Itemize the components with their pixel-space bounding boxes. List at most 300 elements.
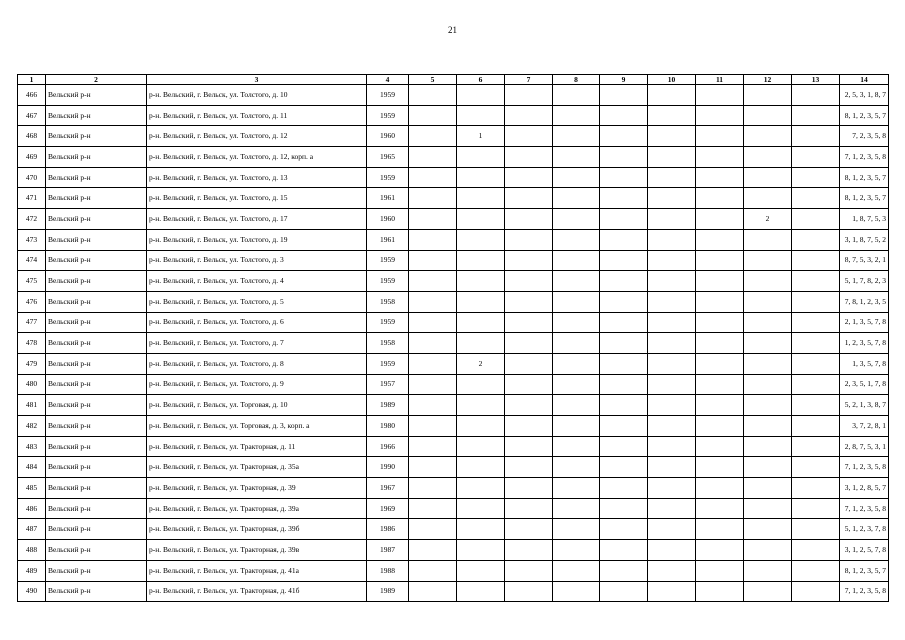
table-cell-col-12 bbox=[744, 581, 792, 602]
col-header-4: 4 bbox=[367, 75, 409, 85]
table-cell-col-10 bbox=[648, 250, 696, 271]
table-cell-col-11 bbox=[696, 478, 744, 499]
table-cell-col-1: 483 bbox=[18, 436, 46, 457]
table-cell-col-14: 2, 3, 5, 1, 7, 8 bbox=[840, 374, 889, 395]
table-cell-col-10 bbox=[648, 540, 696, 561]
table-cell-col-13 bbox=[792, 209, 840, 230]
table-cell-col-12 bbox=[744, 250, 792, 271]
table-cell-col-13 bbox=[792, 478, 840, 499]
table-cell-col-4: 1959 bbox=[367, 312, 409, 333]
table-cell-col-11 bbox=[696, 498, 744, 519]
table-cell-col-14: 3, 1, 2, 5, 7, 8 bbox=[840, 540, 889, 561]
table-cell-col-9 bbox=[600, 291, 648, 312]
table-cell-col-14: 5, 1, 2, 3, 7, 8 bbox=[840, 519, 889, 540]
table-row bbox=[18, 291, 889, 312]
table-cell-col-5 bbox=[409, 436, 457, 457]
table-cell-col-3: р-н. Вельский, г. Вельск, ул. Тракторная, д. 41б bbox=[147, 581, 367, 602]
table-cell-col-1: 479 bbox=[18, 353, 46, 374]
table-cell-col-9 bbox=[600, 395, 648, 416]
table-cell-col-14: 2, 1, 3, 5, 7, 8 bbox=[840, 312, 889, 333]
table-cell-col-12 bbox=[744, 105, 792, 126]
table-cell-col-3: р-н. Вельский, г. Вельск, ул. Толстого, д. 4 bbox=[147, 271, 367, 292]
table-cell-col-5 bbox=[409, 271, 457, 292]
table-cell-col-3: р-н. Вельский, г. Вельск, ул. Тракторная, д. 39а bbox=[147, 498, 367, 519]
table-cell-col-4: 1960 bbox=[367, 209, 409, 230]
table-cell-col-11 bbox=[696, 271, 744, 292]
table-cell-col-3: р-н. Вельский, г. Вельск, ул. Толстого, д. 8 bbox=[147, 353, 367, 374]
table-cell-col-14: 8, 7, 5, 3, 2, 1 bbox=[840, 250, 889, 271]
table-cell-col-7 bbox=[505, 498, 553, 519]
table-cell-col-10 bbox=[648, 581, 696, 602]
table-cell-col-13 bbox=[792, 333, 840, 354]
table-row bbox=[18, 374, 889, 395]
table-cell-col-12: 2 bbox=[744, 209, 792, 230]
table-cell-col-8 bbox=[553, 333, 600, 354]
table-cell-col-6 bbox=[457, 540, 505, 561]
table-cell-col-2: Вельский р-н bbox=[46, 85, 147, 106]
table-cell-col-3: р-н. Вельский, г. Вельск, ул. Толстого, д. 5 bbox=[147, 291, 367, 312]
table-cell-col-11 bbox=[696, 436, 744, 457]
col-header-2: 2 bbox=[46, 75, 147, 85]
table-cell-col-10 bbox=[648, 353, 696, 374]
table-cell-col-4: 1959 bbox=[367, 85, 409, 106]
col-header-6: 6 bbox=[457, 75, 505, 85]
table-cell-col-14: 3, 1, 8, 7, 5, 2 bbox=[840, 229, 889, 250]
table-cell-col-5 bbox=[409, 126, 457, 147]
table-cell-col-8 bbox=[553, 540, 600, 561]
table-cell-col-10 bbox=[648, 519, 696, 540]
table-cell-col-9 bbox=[600, 498, 648, 519]
table-cell-col-3: р-н. Вельский, г. Вельск, ул. Тракторная, д. 39 bbox=[147, 478, 367, 499]
table-cell-col-4: 1986 bbox=[367, 519, 409, 540]
table-cell-col-6 bbox=[457, 188, 505, 209]
table-cell-col-5 bbox=[409, 291, 457, 312]
table-cell-col-5 bbox=[409, 457, 457, 478]
table-cell-col-14: 5, 1, 7, 8, 2, 3 bbox=[840, 271, 889, 292]
table-cell-col-14: 7, 1, 2, 3, 5, 8 bbox=[840, 457, 889, 478]
table-cell-col-9 bbox=[600, 250, 648, 271]
table-row bbox=[18, 271, 889, 292]
table-cell-col-7 bbox=[505, 457, 553, 478]
table-cell-col-2: Вельский р-н bbox=[46, 353, 147, 374]
table-cell-col-6 bbox=[457, 167, 505, 188]
col-header-12: 12 bbox=[744, 75, 792, 85]
table-cell-col-2: Вельский р-н bbox=[46, 478, 147, 499]
table-cell-col-7 bbox=[505, 126, 553, 147]
table-cell-col-2: Вельский р-н bbox=[46, 126, 147, 147]
table-cell-col-7 bbox=[505, 271, 553, 292]
table-cell-col-7 bbox=[505, 353, 553, 374]
table-cell-col-11 bbox=[696, 540, 744, 561]
table-cell-col-3: р-н. Вельский, г. Вельск, ул. Тракторная, д. 39в bbox=[147, 540, 367, 561]
col-header-3: 3 bbox=[147, 75, 367, 85]
table-cell-col-11 bbox=[696, 519, 744, 540]
table-cell-col-7 bbox=[505, 540, 553, 561]
table-cell-col-14: 8, 1, 2, 3, 5, 7 bbox=[840, 167, 889, 188]
table-cell-col-6 bbox=[457, 416, 505, 437]
table-row bbox=[18, 519, 889, 540]
table-cell-col-7 bbox=[505, 209, 553, 230]
table-cell-col-2: Вельский р-н bbox=[46, 457, 147, 478]
table-cell-col-2: Вельский р-н bbox=[46, 540, 147, 561]
table-cell-col-11 bbox=[696, 353, 744, 374]
table-cell-col-12 bbox=[744, 519, 792, 540]
table-cell-col-2: Вельский р-н bbox=[46, 167, 147, 188]
table-cell-col-3: р-н. Вельский, г. Вельск, ул. Толстого, д. 15 bbox=[147, 188, 367, 209]
table-cell-col-6 bbox=[457, 560, 505, 581]
table-cell-col-3: р-н. Вельский, г. Вельск, ул. Торговая, д. 10 bbox=[147, 395, 367, 416]
table-cell-col-12 bbox=[744, 229, 792, 250]
table-cell-col-5 bbox=[409, 85, 457, 106]
table-cell-col-9 bbox=[600, 457, 648, 478]
table-cell-col-14: 7, 2, 3, 5, 8 bbox=[840, 126, 889, 147]
table-cell-col-2: Вельский р-н bbox=[46, 333, 147, 354]
table-cell-col-7 bbox=[505, 560, 553, 581]
table-row bbox=[18, 209, 889, 230]
table-cell-col-1: 478 bbox=[18, 333, 46, 354]
table-cell-col-5 bbox=[409, 395, 457, 416]
table-cell-col-11 bbox=[696, 105, 744, 126]
table-cell-col-10 bbox=[648, 85, 696, 106]
table-cell-col-8 bbox=[553, 147, 600, 168]
table-row bbox=[18, 105, 889, 126]
table-cell-col-8 bbox=[553, 126, 600, 147]
table-cell-col-6 bbox=[457, 457, 505, 478]
table-cell-col-1: 480 bbox=[18, 374, 46, 395]
table-cell-col-8 bbox=[553, 188, 600, 209]
col-header-14: 14 bbox=[840, 75, 889, 85]
table-cell-col-4: 1959 bbox=[367, 105, 409, 126]
table-cell-col-8 bbox=[553, 209, 600, 230]
table-cell-col-8 bbox=[553, 395, 600, 416]
table-cell-col-13 bbox=[792, 188, 840, 209]
table-cell-col-3: р-н. Вельский, г. Вельск, ул. Тракторная, д. 41а bbox=[147, 560, 367, 581]
table-cell-col-1: 475 bbox=[18, 271, 46, 292]
table-cell-col-11 bbox=[696, 209, 744, 230]
table-cell-col-9 bbox=[600, 478, 648, 499]
table-cell-col-11 bbox=[696, 188, 744, 209]
table-cell-col-3: р-н. Вельский, г. Вельск, ул. Торговая, д. 3, корп. а bbox=[147, 416, 367, 437]
table-cell-col-6 bbox=[457, 250, 505, 271]
table-row bbox=[18, 581, 889, 602]
table-cell-col-7 bbox=[505, 188, 553, 209]
table-cell-col-3: р-н. Вельский, г. Вельск, ул. Толстого, д. 17 bbox=[147, 209, 367, 230]
page-number: 21 bbox=[448, 25, 457, 35]
table-cell-col-8 bbox=[553, 105, 600, 126]
table-cell-col-2: Вельский р-н bbox=[46, 519, 147, 540]
table-cell-col-1: 489 bbox=[18, 560, 46, 581]
table-cell-col-10 bbox=[648, 271, 696, 292]
table-cell-col-8 bbox=[553, 250, 600, 271]
table-cell-col-11 bbox=[696, 167, 744, 188]
table-cell-col-10 bbox=[648, 291, 696, 312]
table-cell-col-9 bbox=[600, 312, 648, 333]
table-cell-col-2: Вельский р-н bbox=[46, 436, 147, 457]
table-cell-col-13 bbox=[792, 436, 840, 457]
table-cell-col-6 bbox=[457, 581, 505, 602]
table-cell-col-10 bbox=[648, 395, 696, 416]
table-cell-col-12 bbox=[744, 271, 792, 292]
table-cell-col-6 bbox=[457, 209, 505, 230]
table-cell-col-10 bbox=[648, 478, 696, 499]
table-cell-col-9 bbox=[600, 167, 648, 188]
table-cell-col-13 bbox=[792, 147, 840, 168]
table-cell-col-13 bbox=[792, 374, 840, 395]
table-cell-col-8 bbox=[553, 581, 600, 602]
table-cell-col-2: Вельский р-н bbox=[46, 229, 147, 250]
table-cell-col-6: 1 bbox=[457, 126, 505, 147]
table-cell-col-1: 469 bbox=[18, 147, 46, 168]
table-cell-col-13 bbox=[792, 416, 840, 437]
table-cell-col-6 bbox=[457, 498, 505, 519]
table-cell-col-14: 3, 1, 2, 8, 5, 7 bbox=[840, 478, 889, 499]
table-cell-col-13 bbox=[792, 540, 840, 561]
header-row bbox=[18, 75, 889, 85]
table-cell-col-4: 1958 bbox=[367, 333, 409, 354]
table-cell-col-14: 7, 1, 2, 3, 5, 8 bbox=[840, 498, 889, 519]
table-cell-col-5 bbox=[409, 540, 457, 561]
table-row bbox=[18, 188, 889, 209]
table-cell-col-1: 485 bbox=[18, 478, 46, 499]
table-cell-col-10 bbox=[648, 333, 696, 354]
table-cell-col-9 bbox=[600, 271, 648, 292]
table-row bbox=[18, 85, 889, 106]
table-cell-col-3: р-н. Вельский, г. Вельск, ул. Толстого, д. 12, корп. а bbox=[147, 147, 367, 168]
table-cell-col-8 bbox=[553, 457, 600, 478]
table-cell-col-11 bbox=[696, 416, 744, 437]
table-cell-col-7 bbox=[505, 105, 553, 126]
table-cell-col-4: 1988 bbox=[367, 560, 409, 581]
table-cell-col-1: 484 bbox=[18, 457, 46, 478]
table-row bbox=[18, 540, 889, 561]
table-cell-col-5 bbox=[409, 229, 457, 250]
table-row bbox=[18, 436, 889, 457]
table-cell-col-2: Вельский р-н bbox=[46, 147, 147, 168]
table-cell-col-1: 481 bbox=[18, 395, 46, 416]
table-cell-col-14: 7, 8, 1, 2, 3, 5 bbox=[840, 291, 889, 312]
table-cell-col-2: Вельский р-н bbox=[46, 250, 147, 271]
table-cell-col-1: 490 bbox=[18, 581, 46, 602]
table-cell-col-8 bbox=[553, 271, 600, 292]
table-cell-col-9 bbox=[600, 147, 648, 168]
table-cell-col-11 bbox=[696, 147, 744, 168]
table-cell-col-12 bbox=[744, 540, 792, 561]
table-cell-col-8 bbox=[553, 560, 600, 581]
table-cell-col-3: р-н. Вельский, г. Вельск, ул. Тракторная, д. 11 bbox=[147, 436, 367, 457]
table-cell-col-13 bbox=[792, 271, 840, 292]
table-cell-col-1: 476 bbox=[18, 291, 46, 312]
table-cell-col-6 bbox=[457, 271, 505, 292]
table-cell-col-13 bbox=[792, 105, 840, 126]
data-table bbox=[17, 74, 889, 602]
table-cell-col-1: 471 bbox=[18, 188, 46, 209]
table-cell-col-10 bbox=[648, 126, 696, 147]
table-cell-col-10 bbox=[648, 374, 696, 395]
table-cell-col-2: Вельский р-н bbox=[46, 271, 147, 292]
table-cell-col-13 bbox=[792, 498, 840, 519]
table-cell-col-3: р-н. Вельский, г. Вельск, ул. Толстого, д. 11 bbox=[147, 105, 367, 126]
table-cell-col-1: 467 bbox=[18, 105, 46, 126]
table-row bbox=[18, 478, 889, 499]
table-cell-col-6 bbox=[457, 85, 505, 106]
table-cell-col-11 bbox=[696, 457, 744, 478]
table-cell-col-10 bbox=[648, 436, 696, 457]
table-cell-col-2: Вельский р-н bbox=[46, 498, 147, 519]
table-cell-col-3: р-н. Вельский, г. Вельск, ул. Толстого, д. 3 bbox=[147, 250, 367, 271]
table-cell-col-9 bbox=[600, 333, 648, 354]
table-cell-col-14: 7, 1, 2, 3, 5, 8 bbox=[840, 581, 889, 602]
table-cell-col-11 bbox=[696, 312, 744, 333]
table-row bbox=[18, 167, 889, 188]
col-header-8: 8 bbox=[553, 75, 600, 85]
col-header-1: 1 bbox=[18, 75, 46, 85]
table-cell-col-14: 1, 2, 3, 5, 7, 8 bbox=[840, 333, 889, 354]
table-cell-col-9 bbox=[600, 188, 648, 209]
table-cell-col-4: 1965 bbox=[367, 147, 409, 168]
table-cell-col-3: р-н. Вельский, г. Вельск, ул. Тракторная, д. 39б bbox=[147, 519, 367, 540]
table-cell-col-11 bbox=[696, 126, 744, 147]
table-body bbox=[18, 85, 889, 602]
table-cell-col-9 bbox=[600, 374, 648, 395]
table-cell-col-7 bbox=[505, 581, 553, 602]
table-cell-col-5 bbox=[409, 250, 457, 271]
table-cell-col-5 bbox=[409, 167, 457, 188]
table-cell-col-14: 1, 3, 5, 7, 8 bbox=[840, 353, 889, 374]
table-cell-col-4: 1961 bbox=[367, 188, 409, 209]
table-cell-col-11 bbox=[696, 85, 744, 106]
table-cell-col-11 bbox=[696, 291, 744, 312]
table-cell-col-7 bbox=[505, 374, 553, 395]
table-cell-col-4: 1959 bbox=[367, 353, 409, 374]
table-cell-col-5 bbox=[409, 560, 457, 581]
table-cell-col-14: 2, 8, 7, 5, 3, 1 bbox=[840, 436, 889, 457]
table-cell-col-13 bbox=[792, 560, 840, 581]
table-cell-col-9 bbox=[600, 209, 648, 230]
table-cell-col-1: 472 bbox=[18, 209, 46, 230]
col-header-5: 5 bbox=[409, 75, 457, 85]
table-cell-col-13 bbox=[792, 457, 840, 478]
table-cell-col-12 bbox=[744, 147, 792, 168]
table-cell-col-5 bbox=[409, 478, 457, 499]
table-cell-col-10 bbox=[648, 457, 696, 478]
table-cell-col-8 bbox=[553, 478, 600, 499]
table-cell-col-4: 1980 bbox=[367, 416, 409, 437]
table-cell-col-8 bbox=[553, 519, 600, 540]
table-row bbox=[18, 560, 889, 581]
table-cell-col-7 bbox=[505, 291, 553, 312]
table-cell-col-4: 1969 bbox=[367, 498, 409, 519]
col-header-7: 7 bbox=[505, 75, 553, 85]
table-cell-col-5 bbox=[409, 105, 457, 126]
table-cell-col-5 bbox=[409, 333, 457, 354]
table-cell-col-7 bbox=[505, 250, 553, 271]
table-cell-col-4: 1967 bbox=[367, 478, 409, 499]
table-cell-col-9 bbox=[600, 581, 648, 602]
table-cell-col-5 bbox=[409, 374, 457, 395]
table-row bbox=[18, 333, 889, 354]
table-cell-col-13 bbox=[792, 395, 840, 416]
table-cell-col-4: 1961 bbox=[367, 229, 409, 250]
table-cell-col-1: 488 bbox=[18, 540, 46, 561]
table-cell-col-14: 8, 1, 2, 3, 5, 7 bbox=[840, 105, 889, 126]
table-cell-col-7 bbox=[505, 478, 553, 499]
table-cell-col-6 bbox=[457, 395, 505, 416]
col-header-9: 9 bbox=[600, 75, 648, 85]
table-cell-col-10 bbox=[648, 209, 696, 230]
table-cell-col-13 bbox=[792, 312, 840, 333]
table-cell-col-1: 487 bbox=[18, 519, 46, 540]
table-cell-col-1: 468 bbox=[18, 126, 46, 147]
table-cell-col-1: 486 bbox=[18, 498, 46, 519]
table-cell-col-5 bbox=[409, 312, 457, 333]
table-cell-col-3: р-н. Вельский, г. Вельск, ул. Толстого, д. 7 bbox=[147, 333, 367, 354]
table-cell-col-9 bbox=[600, 229, 648, 250]
table-cell-col-5 bbox=[409, 498, 457, 519]
table-cell-col-2: Вельский р-н bbox=[46, 105, 147, 126]
table-cell-col-4: 1990 bbox=[367, 457, 409, 478]
table-cell-col-12 bbox=[744, 560, 792, 581]
table-cell-col-1: 473 bbox=[18, 229, 46, 250]
table-cell-col-2: Вельский р-н bbox=[46, 416, 147, 437]
table-cell-col-7 bbox=[505, 416, 553, 437]
table-cell-col-6 bbox=[457, 519, 505, 540]
table-cell-col-2: Вельский р-н bbox=[46, 188, 147, 209]
table-cell-col-6 bbox=[457, 374, 505, 395]
table-cell-col-10 bbox=[648, 312, 696, 333]
table-row bbox=[18, 126, 889, 147]
table-cell-col-10 bbox=[648, 105, 696, 126]
table-cell-col-10 bbox=[648, 147, 696, 168]
table-cell-col-14: 1, 8, 7, 5, 3 bbox=[840, 209, 889, 230]
table-cell-col-8 bbox=[553, 229, 600, 250]
table-cell-col-8 bbox=[553, 312, 600, 333]
table-cell-col-4: 1960 bbox=[367, 126, 409, 147]
col-header-11: 11 bbox=[696, 75, 744, 85]
table-cell-col-4: 1959 bbox=[367, 167, 409, 188]
table-cell-col-6 bbox=[457, 147, 505, 168]
table-cell-col-2: Вельский р-н bbox=[46, 291, 147, 312]
table-cell-col-11 bbox=[696, 395, 744, 416]
table-cell-col-6 bbox=[457, 436, 505, 457]
table-cell-col-11 bbox=[696, 560, 744, 581]
table-cell-col-4: 1959 bbox=[367, 250, 409, 271]
table-cell-col-12 bbox=[744, 126, 792, 147]
table-cell-col-13 bbox=[792, 85, 840, 106]
table-cell-col-12 bbox=[744, 498, 792, 519]
table-cell-col-8 bbox=[553, 353, 600, 374]
table-row bbox=[18, 147, 889, 168]
table-cell-col-2: Вельский р-н bbox=[46, 209, 147, 230]
table-cell-col-10 bbox=[648, 560, 696, 581]
table-cell-col-3: р-н. Вельский, г. Вельск, ул. Толстого, д. 19 bbox=[147, 229, 367, 250]
table-cell-col-5 bbox=[409, 147, 457, 168]
table-cell-col-12 bbox=[744, 416, 792, 437]
table-cell-col-9 bbox=[600, 436, 648, 457]
table-cell-col-14: 7, 1, 2, 3, 5, 8 bbox=[840, 147, 889, 168]
table-cell-col-9 bbox=[600, 105, 648, 126]
table-row bbox=[18, 395, 889, 416]
table-cell-col-11 bbox=[696, 229, 744, 250]
col-header-13: 13 bbox=[792, 75, 840, 85]
table-cell-col-14: 8, 1, 2, 3, 5, 7 bbox=[840, 560, 889, 581]
table-cell-col-8 bbox=[553, 85, 600, 106]
table-cell-col-13 bbox=[792, 126, 840, 147]
table-cell-col-12 bbox=[744, 374, 792, 395]
table-cell-col-2: Вельский р-н bbox=[46, 312, 147, 333]
table-cell-col-2: Вельский р-н bbox=[46, 581, 147, 602]
table-row bbox=[18, 457, 889, 478]
table-cell-col-1: 477 bbox=[18, 312, 46, 333]
